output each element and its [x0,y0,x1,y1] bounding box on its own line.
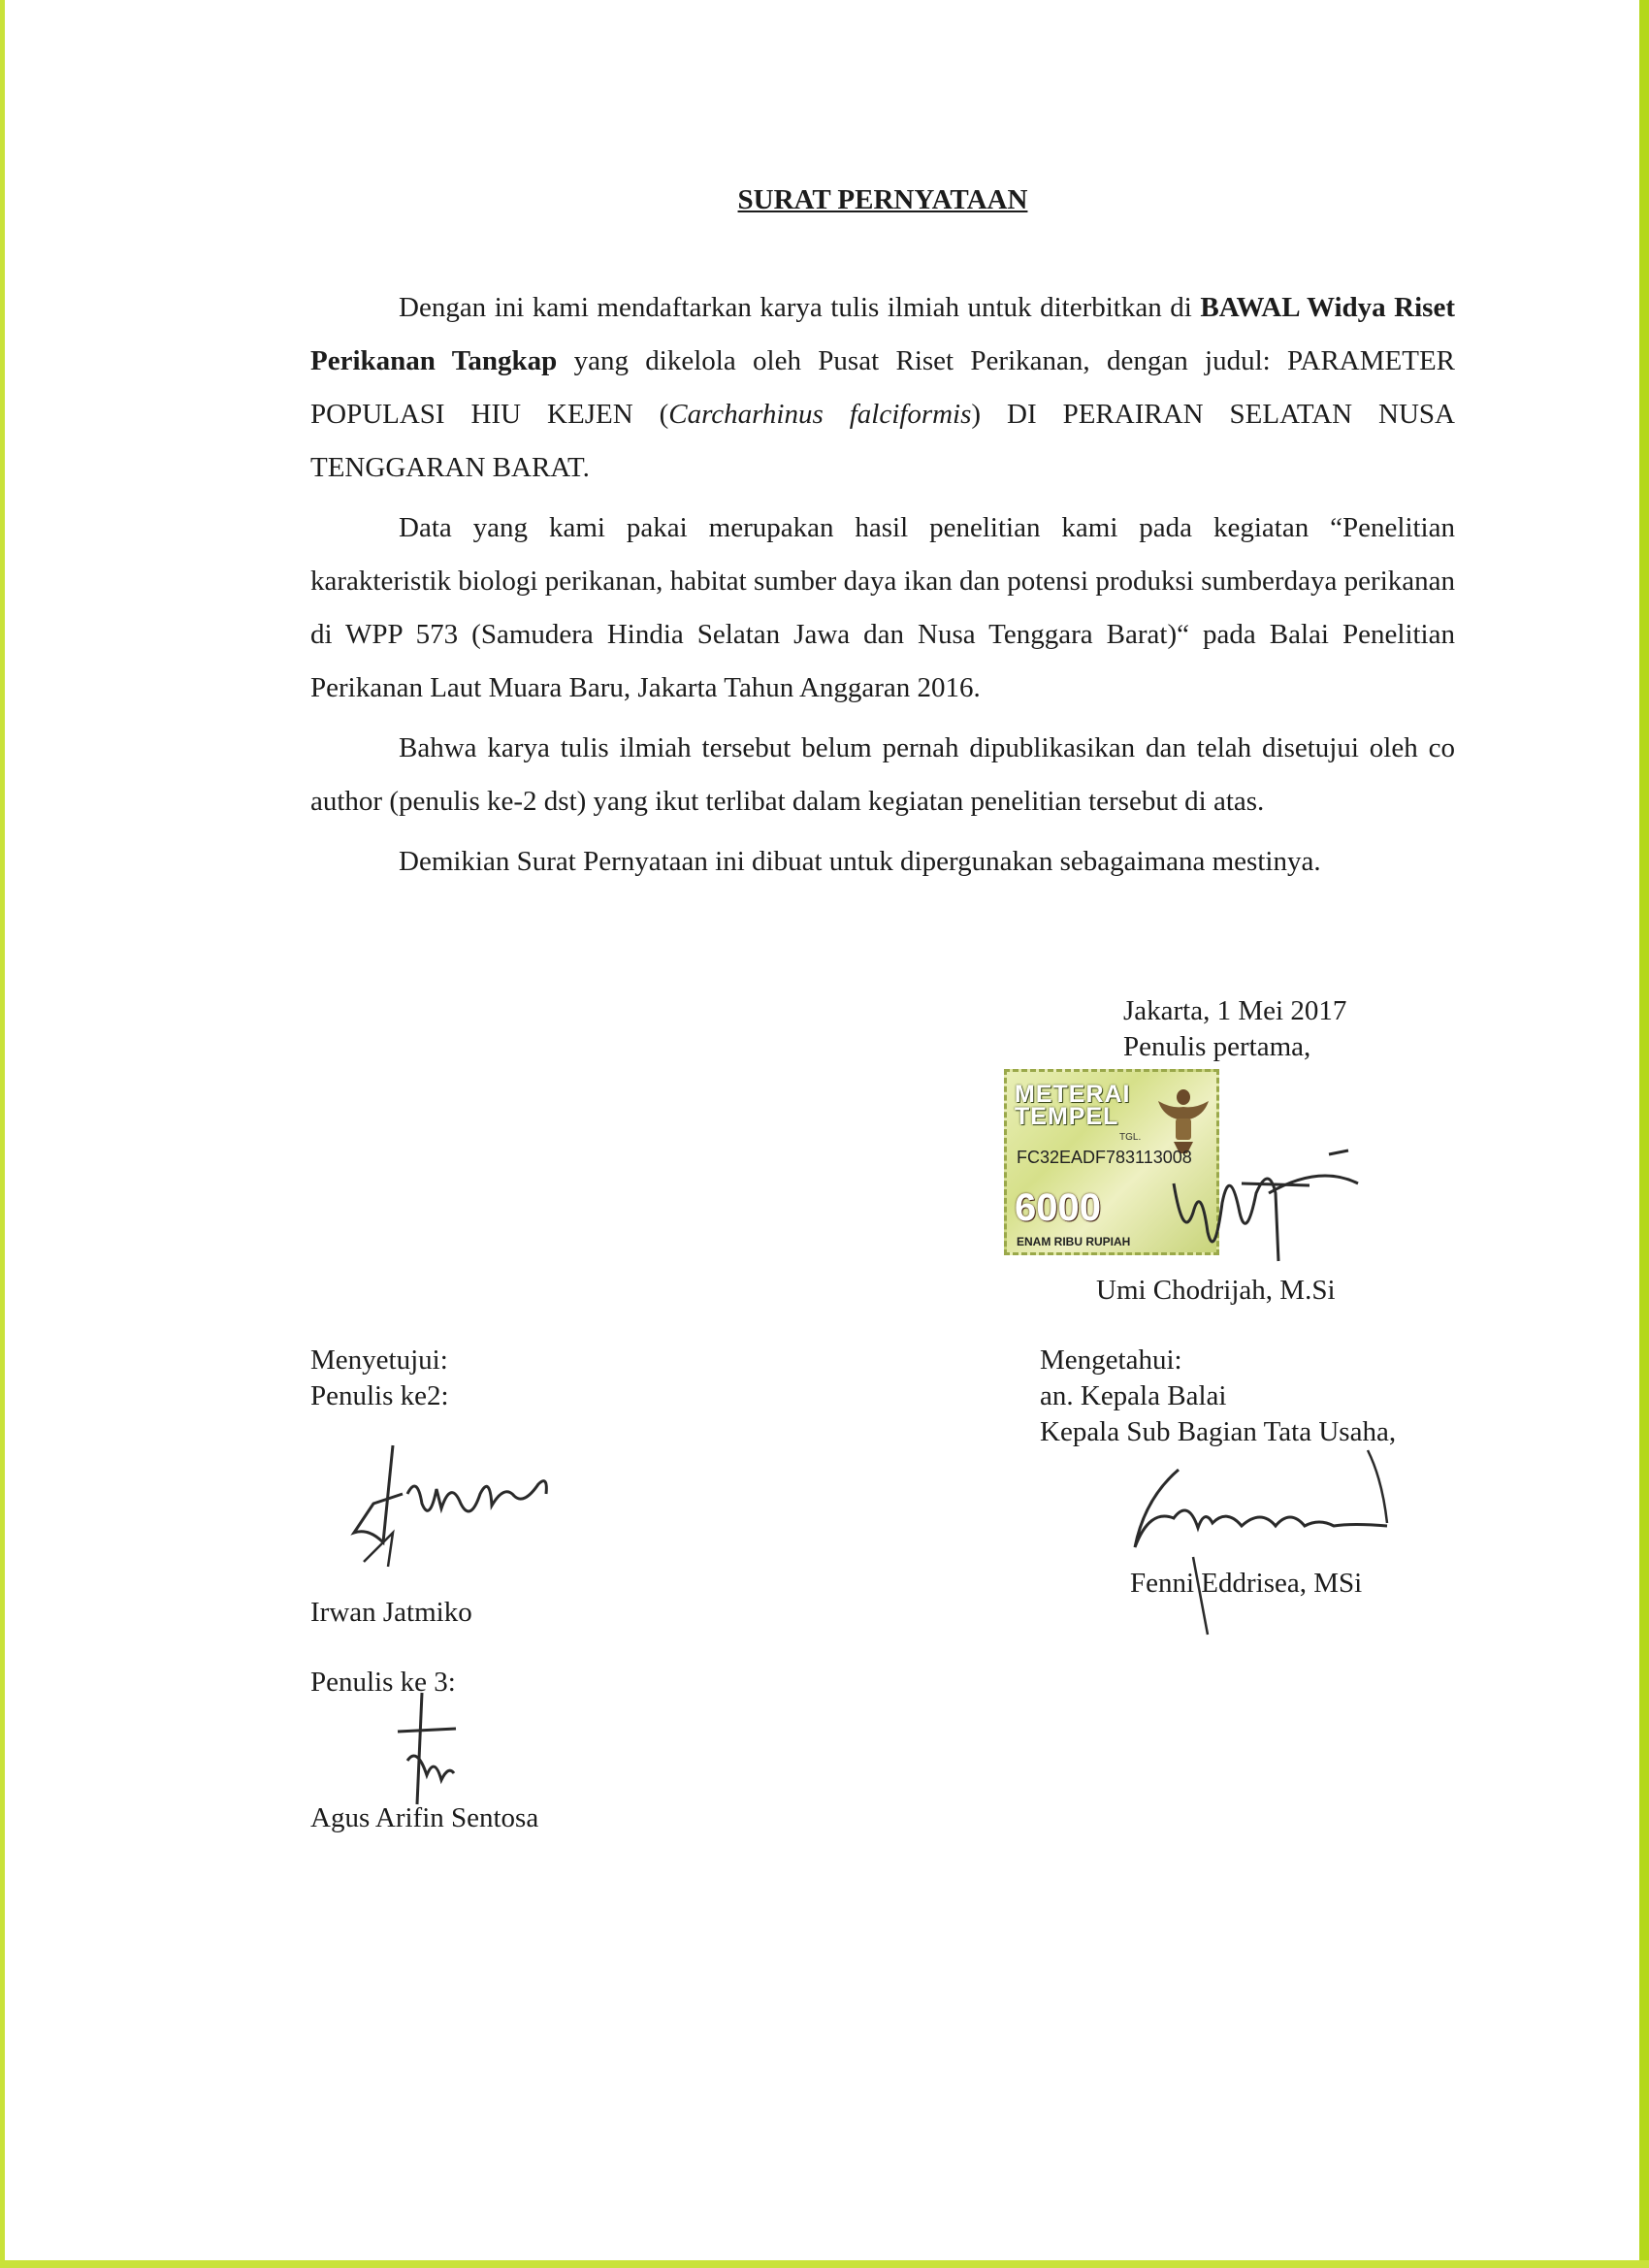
species-name: Carcharhinus falciformis [668,399,972,430]
signature-umi-chodrijah [1154,1125,1377,1271]
p1-text-e: ) DI PERAIRAN SELATAN NUSA TENGGARAN BARAT. [310,399,1456,483]
stamp-value: 6000 [1015,1186,1101,1229]
scan-edge-bottom [0,2260,1649,2268]
head-name: Fenni Eddrisea, MSi [1130,1568,1363,1599]
acknowledged-label: Mengetahui: [1040,1345,1182,1376]
stamp-value-words: ENAM RIBU RUPIAH [1017,1235,1131,1248]
second-author-header [310,1343,449,1414]
first-author-header [1123,993,1346,1065]
second-author-name: Irwan Jatmiko [310,1597,472,1628]
paragraph-4: Demikian Surat Pernyataan ini dibuat untuk dipergunakan sebagaimana mestinya. [399,846,1321,877]
statement-body [310,281,1455,895]
place-date: Jakarta, 1 Mei 2017 [1123,995,1347,1026]
stamp-title: METERAI TEMPEL [1015,1081,1131,1130]
p1-text-c: yang dikelola oleh Pusat Riset Perikanan, dengan judul: PARAMETER POPULASI HIU KEJEN ( [310,345,1455,430]
journal-name: BAWAL Widya Riset Perikanan Tangkap [310,292,1455,376]
third-author-name: Agus Arifin Sentosa [310,1802,539,1833]
first-author-role: Penulis pertama, [1123,1031,1311,1062]
approval-label: Menyetujui: [310,1345,448,1376]
stamp-date-label: TGL. [1119,1132,1142,1143]
third-author-label: Penulis ke 3: [310,1667,456,1698]
p1-text-a: Dengan ini kami mendaftarkan karya tulis ilmiah untuk diterbitkan di [399,292,1201,323]
on-behalf-label: an. Kepala Balai [1040,1380,1227,1411]
paragraph-3: Bahwa karya tulis ilmiah tersebut belum pernah dipublikasikan dan telah disetujui oleh co author (penulis ke-2 dst) yang ikut terlibat dalam kegiatan penelitian tersebut di atas. [310,732,1455,817]
paragraph-2: Data yang kami pakai merupakan hasil penelitian kami pada kegiatan “Penelitian karakteristik biologi perikanan, habitat sumber daya ikan dan potensi produksi sumberdaya perikanan di WPP 573 (Samudera Hindia Selatan Jawa dan Nusa Tenggara Barat)“ pada Balai Penelitian Perikanan Laut Muara Baru, Jakarta Tahun Anggaran 2016. [310,512,1455,703]
signature-fenni-eddrisea [1096,1441,1426,1644]
head-role: Kepala Sub Bagian Tata Usaha, [1040,1416,1397,1447]
scan-edge-right [1639,0,1649,2268]
paragraph-1 [310,281,1455,495]
head-header [1040,1343,1396,1450]
document-title: SURAT PERNYATAAN [737,184,1028,215]
stamp-serial: FC32EADF783113008 [1017,1148,1192,1167]
first-author-name: Umi Chodrijah, M.Si [1096,1275,1336,1306]
signature-agus-arifin-sentosa [388,1688,475,1814]
signature-irwan-jatmiko [325,1436,577,1571]
scan-edge-left [0,0,5,2268]
second-author-role: Penulis ke2: [310,1380,449,1411]
